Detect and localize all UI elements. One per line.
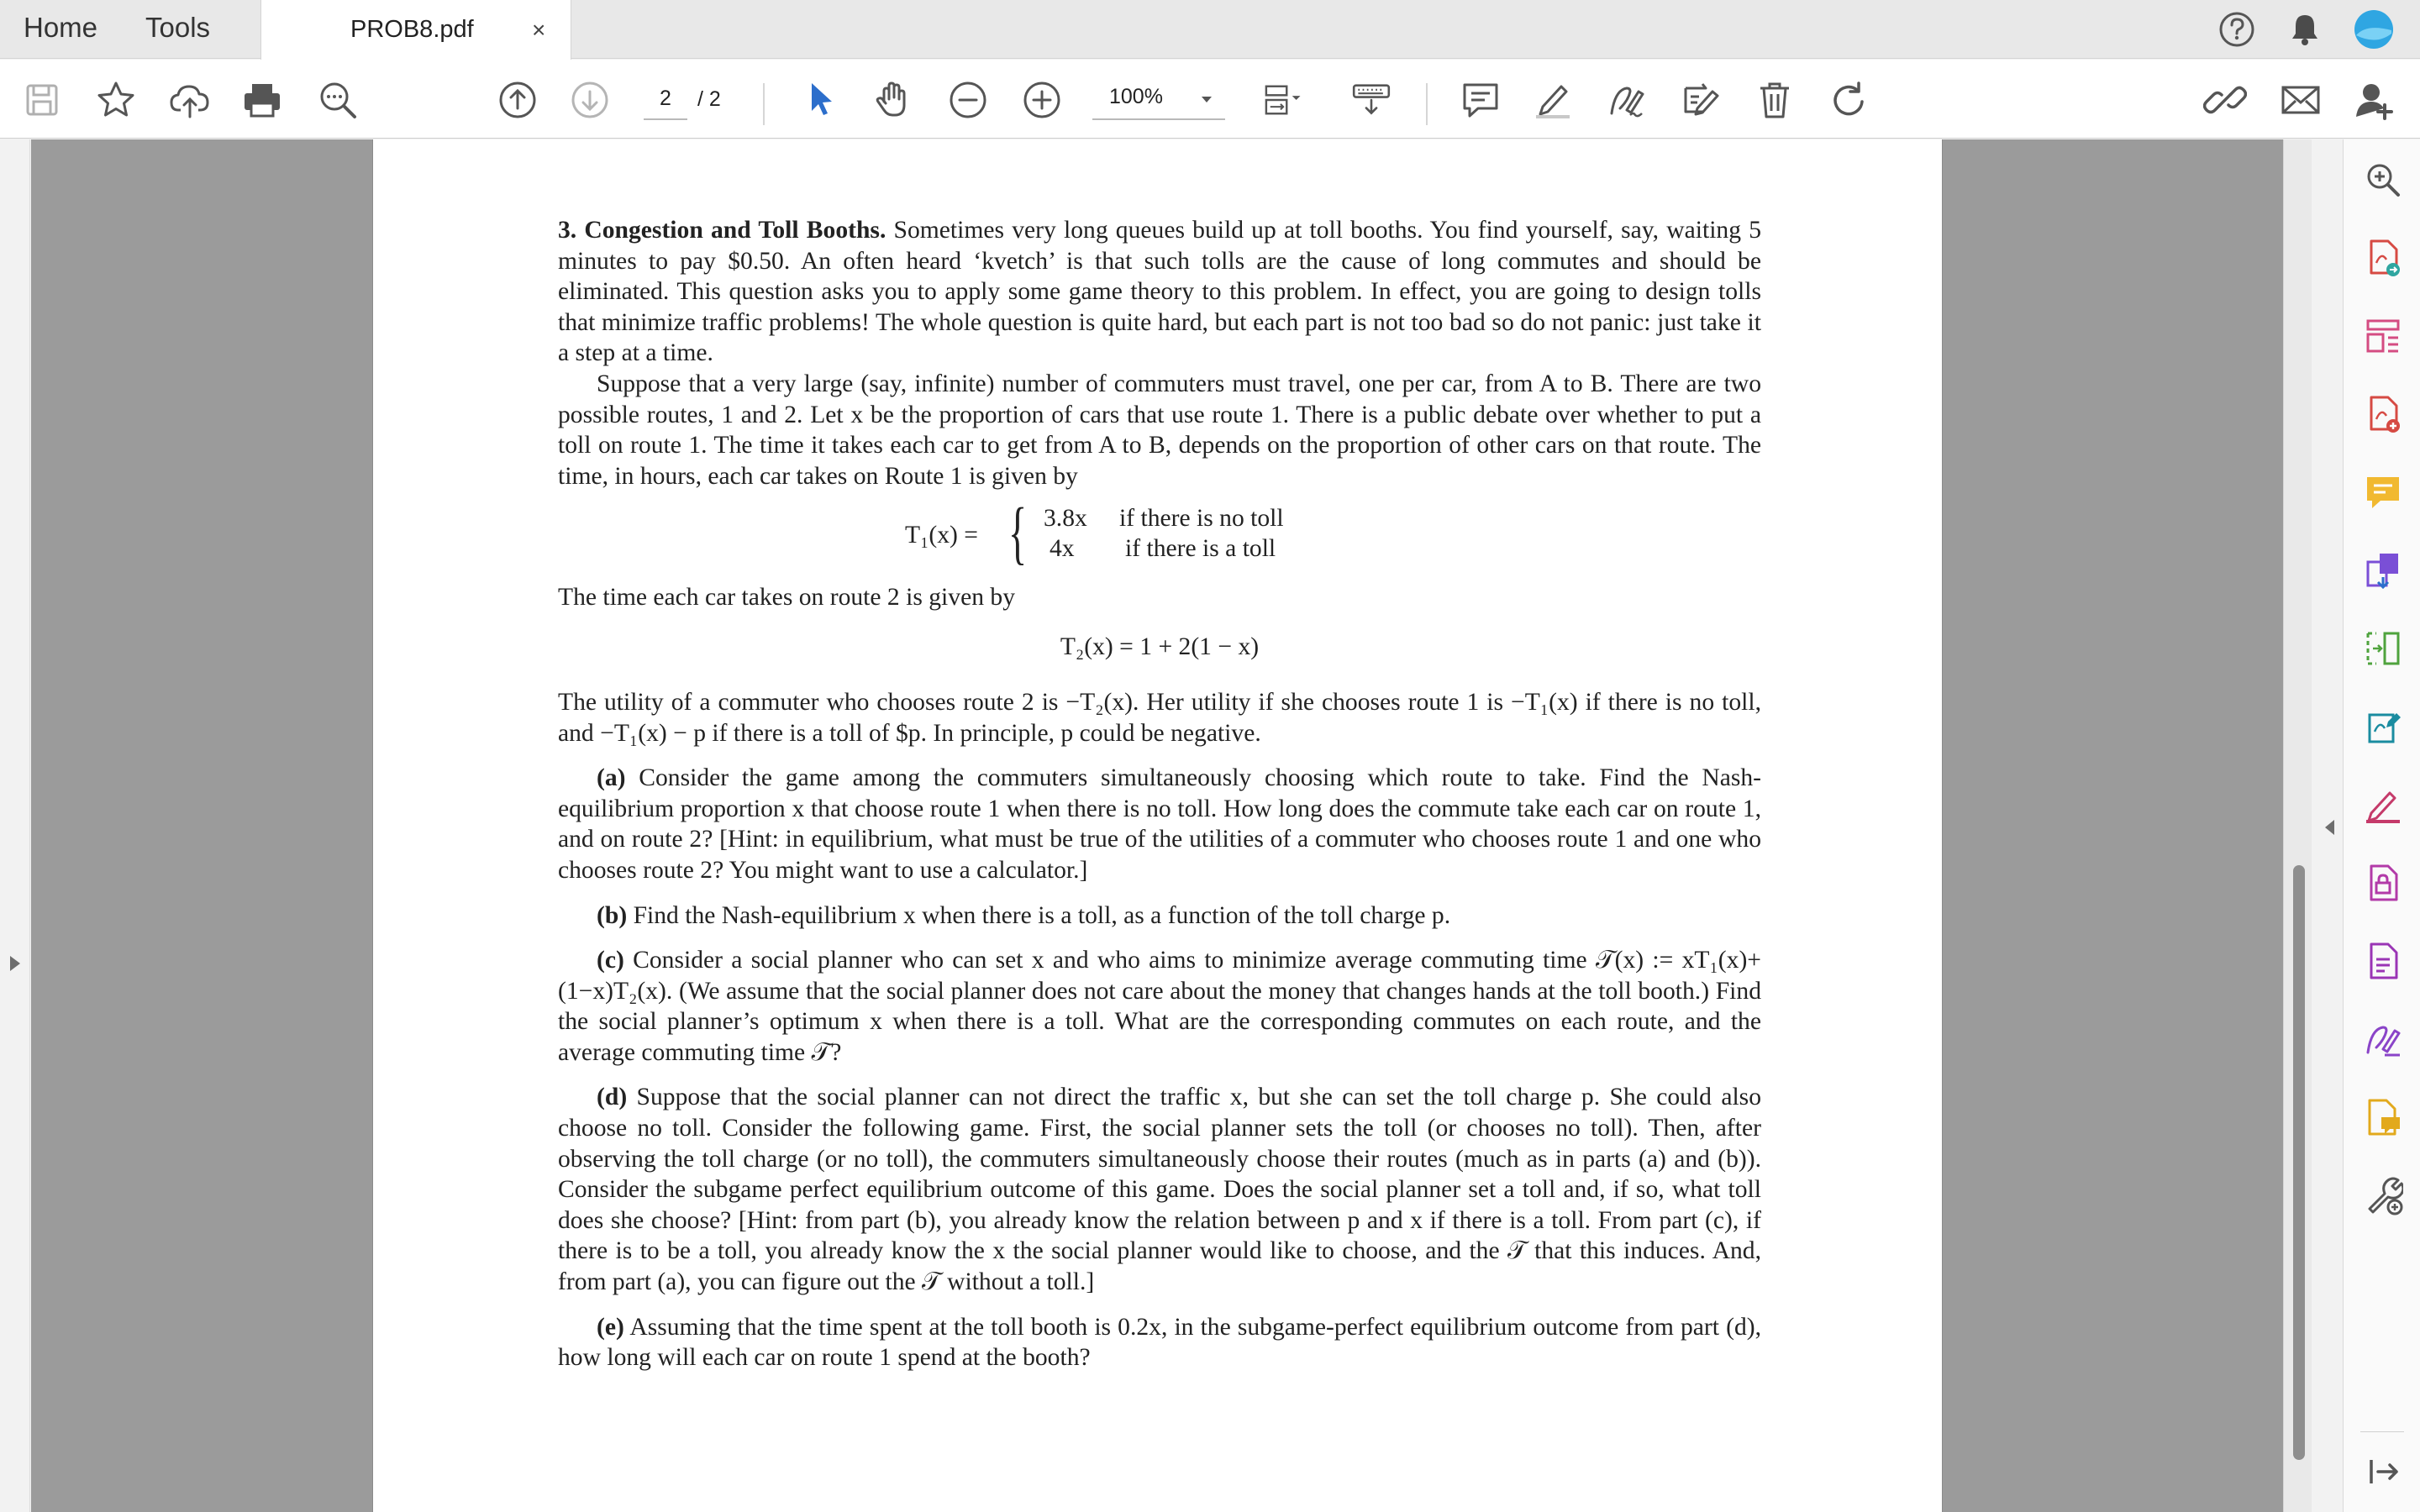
chevron-down-icon (1197, 87, 1217, 112)
part-e (558, 1312, 1761, 1373)
send-review-icon[interactable] (2363, 1097, 2403, 1137)
part-d (558, 1082, 1761, 1297)
form-icon[interactable] (2363, 941, 2403, 981)
protect-icon[interactable] (2363, 863, 2403, 903)
toolbar-divider (1426, 83, 1428, 125)
share-link-icon[interactable] (2203, 78, 2247, 122)
zoom-in-icon[interactable] (1020, 78, 1064, 122)
search-zoom-icon[interactable] (316, 78, 360, 122)
fill-sign-icon[interactable] (2363, 785, 2403, 825)
problem-title: 3. Congestion and Toll Booths. (558, 217, 886, 244)
save-icon[interactable] (20, 78, 64, 122)
account-avatar-icon[interactable] (2353, 8, 2395, 50)
document-tab-label: PROB8.pdf (350, 16, 474, 43)
rail-divider (2360, 1431, 2404, 1432)
zoom-out-icon[interactable] (946, 78, 990, 122)
help-icon[interactable] (2216, 8, 2258, 50)
zoom-search-icon[interactable] (2363, 160, 2403, 200)
equation-case-condition: if there is a toll (1125, 535, 1276, 563)
part-d-label: (d) (597, 1084, 628, 1111)
email-icon[interactable] (2279, 78, 2323, 122)
left-navigation-panel (0, 139, 30, 1512)
document-tab[interactable] (260, 0, 571, 60)
stamp-icon[interactable] (1679, 78, 1723, 122)
equation-route2-time: T₂(x) = 1 + 2(1 − x) (1060, 633, 1260, 660)
scrollbar-thumb[interactable] (2293, 865, 2305, 1460)
page-fit-icon[interactable] (1257, 78, 1311, 122)
upload-cloud-icon[interactable] (168, 78, 212, 122)
equation-case-condition: if there is no toll (1119, 505, 1284, 533)
equation-route1-time (558, 494, 1761, 573)
edit-pdf-icon[interactable] (2363, 706, 2403, 747)
export-pdf-icon[interactable] (2363, 238, 2403, 278)
home-tab[interactable]: Home (24, 12, 98, 43)
select-cursor-icon[interactable] (800, 78, 844, 122)
pdf-page (372, 139, 1943, 1512)
part-e-text: Assuming that the time spent at the toll booth is 0.2x, in the subgame-perfect equilibrium outcome from part (d), how long will each car on route 1 spend at the booth? (558, 1313, 1761, 1372)
part-c-text: Consider a social planner who can set x and who aims to minimize average commuting time 𝒯(x) := xT₁(x)+(1−x)T₂(x). (We assume that the social planner does not care about the money that changes hands at the toll booth.) Find the social planner’s optimum x when there is a toll. What are the corresponding commutes on each route, and the average commuting time 𝒯? (558, 947, 1761, 1066)
close-tab-icon[interactable]: × (532, 17, 546, 43)
document-viewer[interactable] (31, 139, 2283, 1512)
zoom-level-dropdown[interactable] (1092, 78, 1225, 120)
part-d-text: Suppose that the social planner can not direct the traffic x, but she can set the toll charge p. She could also choose no toll. Consider the following game. First, the social planner sets the toll (or chooses no toll). Then, after observing the toll charge (or no toll), the commuters simultaneously choose their routes (much as in parts (a) and (b)). Consider the subgame perfect equilibrium outcome of this game. Does the social planner set a toll and, if so, what toll does she choose? [Hint: from part (b), you already know the relation between p and x if there is a toll. From part (c), if there is to be a toll, you already know the x the social planner would like to choose, and the 𝒯 that this induces. And, from part (a), you can figure out the 𝒯 without a toll.] (558, 1084, 1761, 1296)
create-pdf-icon[interactable] (2363, 394, 2403, 434)
bookmark-star-icon[interactable] (94, 78, 138, 122)
organize-icon[interactable] (2363, 316, 2403, 356)
rotate-icon[interactable] (1827, 78, 1870, 122)
part-e-label: (e) (597, 1313, 624, 1341)
highlight-pen-icon[interactable] (1531, 78, 1575, 122)
vertical-scrollbar[interactable] (2283, 139, 2312, 1512)
part-b-label: (b) (597, 901, 628, 929)
tab-bar (0, 0, 2420, 59)
expand-panel-icon[interactable] (2363, 1452, 2403, 1492)
bell-icon[interactable] (2284, 8, 2326, 50)
toolbar (0, 60, 2420, 139)
equation-case-expr: 4x (1050, 535, 1075, 563)
collapse-right-panel-icon[interactable] (2323, 816, 2338, 838)
comment-rail-icon[interactable] (2363, 472, 2403, 512)
equation-brace: { (1008, 494, 1028, 573)
tools-rail (2343, 139, 2420, 1512)
part-c-label: (c) (597, 947, 624, 974)
comment-icon[interactable] (1459, 78, 1502, 122)
sign-rail-icon[interactable] (2363, 1019, 2403, 1059)
compress-icon[interactable] (2363, 628, 2403, 669)
page-number-input[interactable] (644, 78, 687, 120)
expand-left-panel-icon[interactable] (7, 953, 24, 974)
part-a-label: (a) (597, 764, 626, 792)
part-a-text: Consider the game among the commuters simultaneously choosing which route to take. Find the Nash-equilibrium proportion x that choose route 1 when there is no toll. How long does the commute take each car on route 1, and on route 2? [Hint: in equilibrium, what must be true of the utilities of a commuter who chooses route 1 and one who chooses route 2? You might want to use a calculator.] (558, 764, 1761, 884)
toolbar-divider (763, 83, 765, 125)
page-total: / 2 (697, 87, 721, 111)
problem-intro-text: Sometimes very long queues build up at toll booths. You find yourself, say, waiting 5 minutes to pay $0.50. An often heard ‘kvetch’ is that such tolls are the cause of long commutes and should be eliminated. This question asks you to apply some game theory to this problem. In effect, you are going to design tolls that minimize traffic problems! The whole question is quite hard, but each part is not too bad so do not panic: just take it a step at a time. (558, 217, 1761, 367)
part-a (558, 763, 1761, 885)
setup-paragraph: Suppose that a very large (say, infinite) number of commuters must travel, one per car, from A to B. There are two possible routes, 1 and 2. Let x be the proportion of cars that use route 1. There is a public debate over whether to put a toll on route 1. The time it takes each car to get from A to B, depends on the proportion of other cars on that route. The time, in hours, each car takes on Route 1 is given by (558, 370, 1761, 490)
route2-paragraph: The time each car takes on route 2 is given by (558, 584, 1016, 612)
part-b (558, 900, 1761, 932)
part-c (558, 945, 1761, 1068)
hand-icon[interactable] (872, 78, 916, 122)
add-user-icon[interactable] (2353, 78, 2396, 122)
export-rail-icon[interactable] (2363, 550, 2403, 591)
print-icon[interactable] (240, 78, 284, 122)
zoom-level-value: 100% (1109, 85, 1163, 108)
equation-lhs: T₁(x) = (905, 522, 978, 549)
tools-tab[interactable]: Tools (145, 12, 211, 43)
page-up-icon[interactable] (496, 78, 539, 122)
page-content (558, 215, 1761, 1373)
delete-icon[interactable] (1753, 78, 1797, 122)
part-b-text: Find the Nash-equilibrium x when there is a toll, as a function of the toll charge p. (627, 901, 1451, 929)
utility-paragraph: The utility of a commuter who chooses route 2 is −T₂(x). Her utility if she chooses route 1 is −T₁(x) if there is no toll, and −T₁(x) − p if there is a toll of $p. In principle, p could be negative. (558, 688, 1761, 747)
keyboard-icon[interactable] (1346, 78, 1397, 122)
more-tools-icon[interactable] (2363, 1175, 2403, 1215)
problem-intro-paragraph (558, 215, 1761, 369)
sign-icon[interactable] (1605, 78, 1649, 122)
page-down-icon[interactable] (568, 78, 612, 122)
equation-case-expr: 3.8x (1044, 505, 1087, 533)
